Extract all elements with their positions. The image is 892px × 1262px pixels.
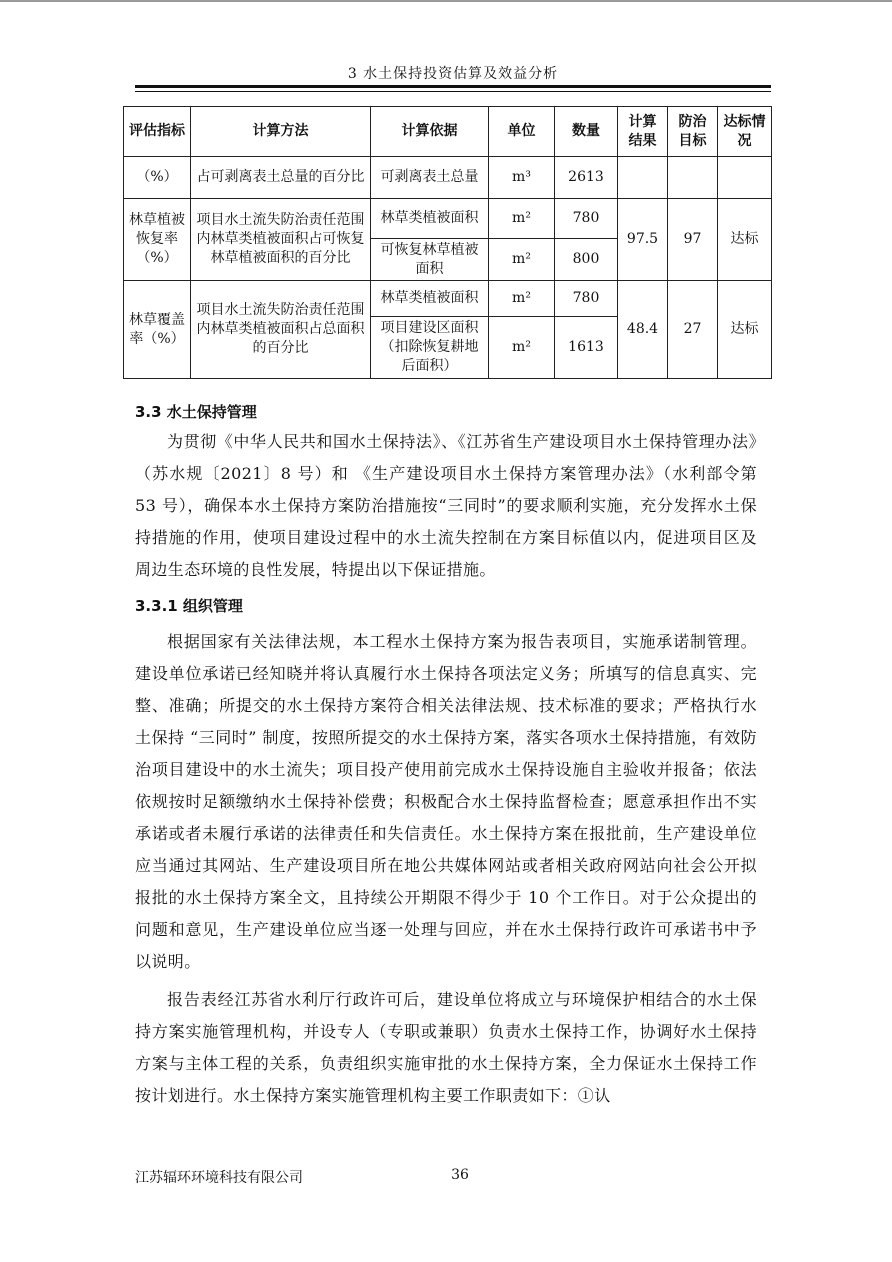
col-header-result: 计算结果	[618, 107, 668, 157]
paragraph: 报告表经江苏省水利厅行政许可后，建设单位将成立与环境保护相结合的水土保持方案实施管理机构，并设专人（专职或兼职）负责水土保持工作，协调好水土保持方案与主体工程的关系，负责组织实施审批的水土保持方案，全力保证水土保持工作按计划进行。水土保持方案实施管理机构主要工作职责如下：①认	[135, 990, 757, 1105]
cell-quantity: 2613	[555, 157, 618, 199]
col-header-method: 计算方法	[191, 107, 371, 157]
section-heading: 3.3 水土保持管理	[135, 403, 257, 421]
table-row	[124, 157, 772, 199]
cell-quantity: 1613	[555, 317, 618, 379]
cell-result: 48.4	[618, 281, 668, 379]
subsection-heading: 3.3.1 组织管理	[135, 597, 243, 615]
col-header-indicator: 评估指标	[124, 107, 191, 157]
cell-target: 27	[668, 281, 718, 379]
cell-status-empty	[718, 157, 772, 199]
cell-method: 项目水土流失防治责任范围内林草类植被面积占可恢复林草植被面积的百分比	[191, 199, 371, 281]
cell-basis: 项目建设区面积（扣除恢复耕地后面积）	[371, 317, 489, 379]
cell-quantity: 780	[555, 199, 618, 239]
header-rule-thick	[135, 85, 771, 88]
cell-method: 项目水土流失防治责任范围内林草类植被面积占总面积的百分比	[191, 281, 371, 379]
cell-basis: 林草类植被面积	[371, 199, 489, 239]
cell-indicator: 林草植被恢复率（%）	[124, 199, 191, 281]
col-header-basis: 计算依据	[371, 107, 489, 157]
cell-unit: m³	[489, 157, 555, 199]
col-header-status: 达标情况	[718, 107, 772, 157]
cell-method: 占可剥离表土总量的百分比	[191, 157, 371, 199]
body-content	[135, 398, 757, 1112]
page-header: 3 水土保持投资估算及效益分析	[347, 66, 559, 82]
cell-unit: m²	[489, 281, 555, 317]
col-header-unit: 单位	[489, 107, 555, 157]
table-row	[124, 199, 772, 239]
cell-basis: 可恢复林草植被面积	[371, 239, 489, 281]
cell-result: 97.5	[618, 199, 668, 281]
paragraph: 为贯彻《中华人民共和国水土保持法》、《江苏省生产建设项目水土保持管理办法》（苏水规〔2021〕8 号）和 《生产建设项目水土保持方案管理办法》（水利部令第 53 号），确保本水土保持方案防治措施按“三同时”的要求顺利实施，充分发挥水土保持措施的作用，使项目建设过程中的水土流失控制在方案目标值以内，促进项目区及周边生态环境的良性发展，特提出以下保证措施。	[135, 432, 757, 579]
table-row	[124, 281, 772, 317]
cell-target-empty	[668, 157, 718, 199]
cell-indicator: 林草覆盖率（%）	[124, 281, 191, 379]
cell-status: 达标	[718, 199, 772, 281]
cell-quantity: 800	[555, 239, 618, 281]
col-header-quantity: 数量	[555, 107, 618, 157]
cell-quantity: 780	[555, 281, 618, 317]
cell-basis: 林草类植被面积	[371, 281, 489, 317]
table-header-row	[124, 107, 772, 157]
header-rule-thin	[135, 91, 771, 92]
cell-target: 97	[668, 199, 718, 281]
col-header-target: 防治目标	[668, 107, 718, 157]
paragraph: 根据国家有关法律法规，本工程水土保持方案为报告表项目，实施承诺制管理。建设单位承诺已经知晓并将认真履行水土保持各项法定义务；所填写的信息真实、完整、准确；所提交的水土保持方案符合相关法律法规、技术标准的要求；严格执行水土保持 “三同时” 制度，按照所提交的水土保持方案，落实各项水土保持措施，有效防治项目建设中的水土流失；项目投产使用前完成水土保持设施自主验收并报备；依法依规按时足额缴纳水土保持补偿费；积极配合水土保持监督检查；愿意承担作出不实承诺或者未履行承诺的法律责任和失信责任。水土保持方案在报批前，生产建设单位应当通过其网站、生产建设项目所在地公共媒体网站或者相关政府网站向社会公开拟报批的水土保持方案全文，且持续公开期限不得少于 10 个工作日。对于公众提出的问题和意见，生产建设单位应当逐一处理与回应，并在水土保持行政许可承诺书中予以说明。	[135, 632, 757, 971]
cell-status: 达标	[718, 281, 772, 379]
footer-company: 江苏辐环环境科技有限公司	[135, 1170, 303, 1186]
cell-result-empty	[618, 157, 668, 199]
cell-basis: 可剥离表土总量	[371, 157, 489, 199]
top-border-line	[0, 0, 892, 2]
cell-unit: m²	[489, 317, 555, 379]
page-number: 36	[451, 1167, 469, 1183]
cell-unit: m²	[489, 239, 555, 281]
cell-unit: m²	[489, 199, 555, 239]
evaluation-table	[123, 106, 772, 379]
cell-indicator: （%）	[124, 157, 191, 199]
